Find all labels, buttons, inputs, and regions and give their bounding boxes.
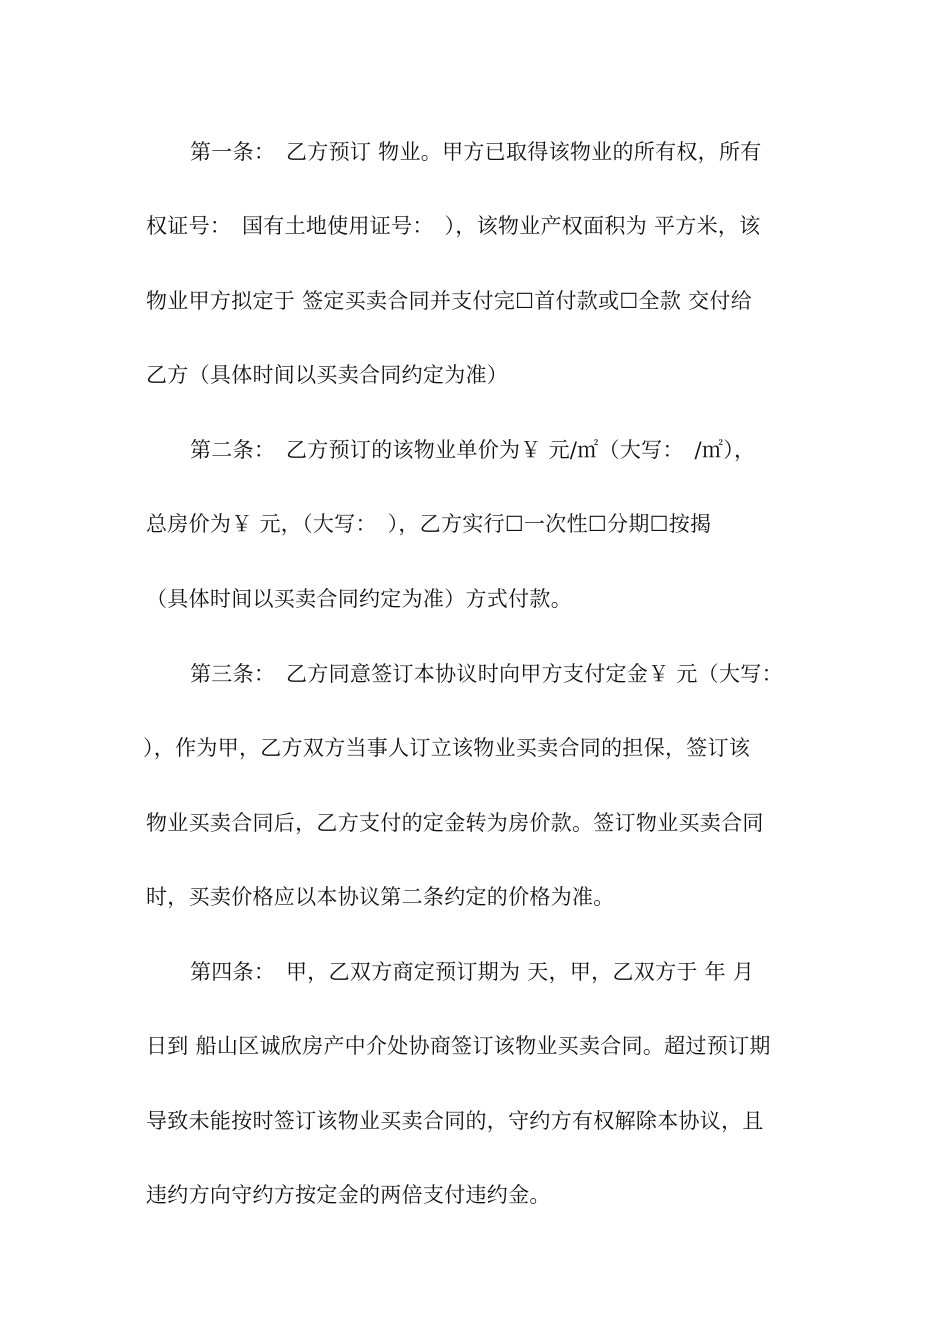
article-2-line-1: 第二条： 乙方预订的该物业单价为￥ 元/㎡（大写： /㎡）， [190, 438, 756, 462]
article-1-line-3: 物业甲方拟定于 签定买卖合同并支付完☐首付款或☐全款 交付给 [146, 289, 753, 313]
article-2-line-3: （具体时间以买卖合同约定为准）方式付款。 [146, 587, 572, 611]
article-4-line-3: 导致未能按时签订该物业买卖合同的，守约方有权解除本协议，且 [146, 1109, 764, 1133]
article-3-line-3: 物业买卖合同后，乙方支付的定金转为房价款。签订物业买卖合同 [146, 811, 764, 835]
article-3-line-1: 第三条： 乙方同意签订本协议时向甲方支付定金￥ 元（大写： [190, 662, 783, 686]
article-3-line-4: 时，买卖价格应以本协议第二条约定的价格为准。 [146, 885, 615, 909]
article-3-line-2: ），作为甲，乙方双方当事人订立该物业买卖合同的担保，签订该 [143, 736, 751, 760]
article-4-line-2: 日到 船山区诚欣房产中介处协商签订该物业买卖合同。超过预订期 [146, 1034, 771, 1058]
article-4-line-1: 第四条： 甲，乙双方商定预订期为 天，甲，乙双方于 年 月 [190, 960, 755, 984]
article-1-line-2: 权证号： 国有土地使用证号： ），该物业产权面积为 平方米，该 [146, 214, 761, 238]
article-2-line-2: 总房价为￥ 元，（大写： ），乙方实行☐一次性☐分期☐按揭 [146, 512, 712, 536]
article-1-line-1: 第一条： 乙方预订 物业。甲方已取得该物业的所有权，所有 [190, 140, 762, 164]
article-1-line-4: 乙方（具体时间以买卖合同约定为准） [146, 363, 509, 387]
article-4-line-4: 违约方向守约方按定金的两倍支付违约金。 [146, 1183, 551, 1207]
